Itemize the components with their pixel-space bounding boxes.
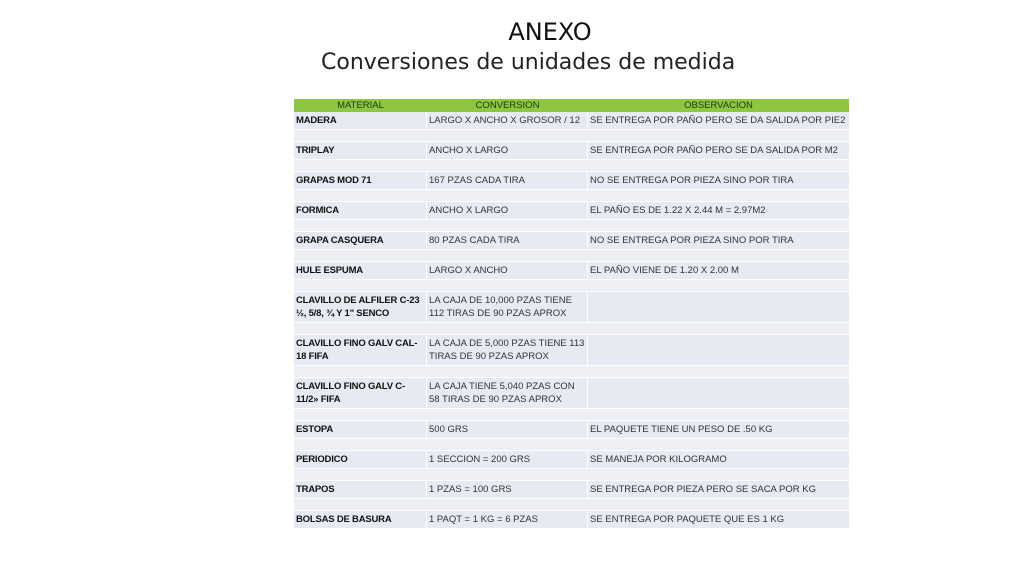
cell-material: GRAPAS MOD 71 (294, 172, 427, 189)
table-row (294, 481, 849, 498)
row-spacer (294, 249, 849, 262)
cell-material: CLAVILLO DE ALFILER C-23 ½, 5/8, ¾ Y 1" SENCO (294, 292, 427, 322)
cell-material: GRAPA CASQUERA (294, 232, 427, 249)
cell-observacion: SE ENTREGA POR PAÑO PERO SE DA SALIDA POR PIE2 (590, 115, 846, 126)
cell-observacion (588, 378, 849, 408)
cell-observacion (588, 292, 849, 322)
table-header (294, 99, 849, 112)
cell-material: CLAVILLO FINO GALV C-11/2» FIFA (294, 378, 427, 408)
table-row (294, 335, 849, 365)
cell-conversion: 500 GRS (427, 421, 588, 438)
cell-material: TRIPLAY (294, 142, 427, 159)
conversion-table (294, 99, 849, 528)
cell-observacion: SE MANEJA POR KILOGRAMO (590, 454, 727, 465)
table-row (294, 262, 849, 279)
cell-observacion: SE ENTREGA POR PAQUETE QUE ES 1 KG (590, 514, 785, 525)
cell-observacion: NO SE ENTREGA POR PIEZA SINO POR TIRA (590, 235, 794, 246)
cell-conversion: ANCHO X LARGO (427, 142, 588, 159)
cell-conversion: LARGO X ANCHO X GROSOR / 12 (427, 112, 588, 129)
cell-material: TRAPOS (294, 481, 427, 498)
header-conversion: CONVERSION (475, 100, 540, 111)
cell-observacion: EL PAQUETE TIENE UN PESO DE .50 KG (590, 424, 773, 435)
table-row (294, 292, 849, 322)
cell-conversion: LA CAJA TIENE 5,040 PZAS CON 58 TIRAS DE 90 PZAS APROX (427, 378, 588, 408)
table-row (294, 378, 849, 408)
cell-conversion: LA CAJA DE 5,000 PZAS TIENE 113 TIRAS DE 90 PZAS APROX (427, 335, 588, 365)
cell-material: PERIODICO (294, 451, 427, 468)
table-row (294, 202, 849, 219)
table-row (294, 511, 849, 528)
cell-observacion: EL PAÑO VIENE DE 1.20 X 2.00 M (590, 265, 739, 276)
cell-material: ESTOPA (294, 421, 427, 438)
cell-conversion: ANCHO X LARGO (427, 202, 588, 219)
cell-conversion: 1 PZAS = 100 GRS (427, 481, 588, 498)
table-row (294, 172, 849, 189)
table-row (294, 142, 849, 159)
row-spacer (294, 279, 849, 292)
table-row (294, 421, 849, 438)
cell-material: MADERA (294, 112, 427, 129)
row-spacer (294, 129, 849, 142)
table-row (294, 232, 849, 249)
cell-observacion (588, 335, 849, 365)
row-spacer (294, 189, 849, 202)
cell-observacion: SE ENTREGA POR PIEZA PERO SE SACA POR KG (590, 484, 816, 495)
cell-conversion: LA CAJA DE 10,000 PZAS TIENE 112 TIRAS DE 90 PZAS APROX (427, 292, 588, 322)
cell-conversion: LARGO X ANCHO (427, 262, 588, 279)
cell-conversion: 1 PAQT = 1 KG = 6 PZAS (427, 511, 588, 528)
cell-material: FORMICA (294, 202, 427, 219)
row-spacer (294, 365, 849, 378)
cell-observacion: NO SE ENTREGA POR PIEZA SINO POR TIRA (590, 175, 794, 186)
cell-conversion: 80 PZAS CADA TIRA (427, 232, 588, 249)
table-row (294, 451, 849, 468)
table-row (294, 112, 849, 129)
header-material: MATERIAL (337, 100, 384, 111)
cell-conversion: 167 PZAS CADA TIRA (427, 172, 588, 189)
slide-title: ANEXO (508, 18, 592, 46)
cell-observacion: SE ENTREGA POR PAÑO PERO SE DA SALIDA POR M2 (590, 145, 838, 156)
slide-subtitle: Conversiones de unidades de medida (321, 50, 736, 75)
header-observacion: OBSERVACION (684, 100, 753, 111)
row-spacer (294, 408, 849, 421)
cell-observacion: EL PAÑO ES DE 1.22 X 2.44 M = 2.97M2 (590, 205, 766, 216)
row-spacer (294, 159, 849, 172)
row-spacer (294, 438, 849, 451)
row-spacer (294, 498, 849, 511)
row-spacer (294, 322, 849, 335)
cell-material: HULE ESPUMA (294, 262, 427, 279)
cell-material: CLAVILLO FINO GALV CAL-18 FIFA (294, 335, 427, 365)
row-spacer (294, 468, 849, 481)
row-spacer (294, 219, 849, 232)
cell-material: BOLSAS DE BASURA (294, 511, 427, 528)
cell-conversion: 1 SECCION = 200 GRS (427, 451, 588, 468)
